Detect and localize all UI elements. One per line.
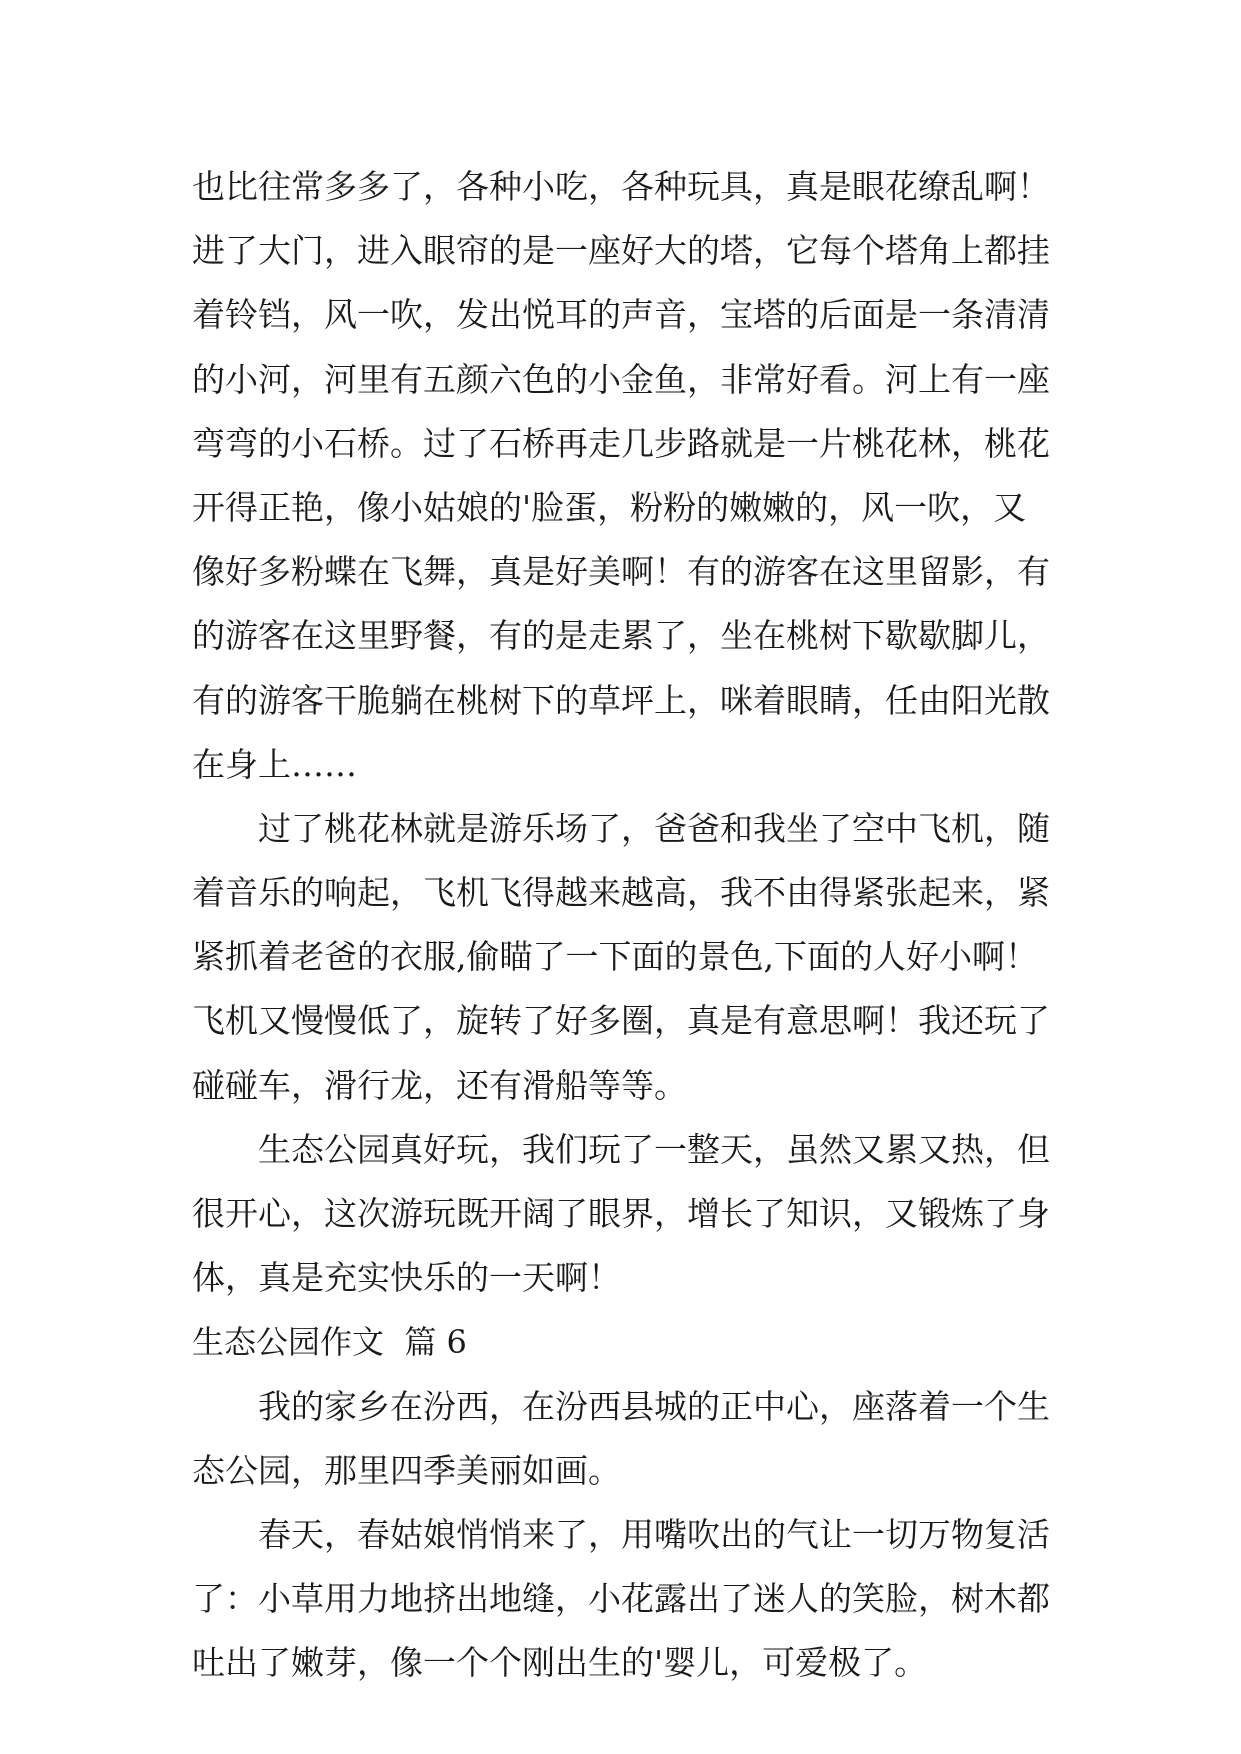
text-line: 吐出了嫩芽，像一个个刚出生的'婴儿，可爱极了。 [192,1643,928,1683]
document-page [192,155,1072,1696]
text-line: 弯弯的小石桥。过了石桥再走几步路就是一片桃花林，桃花 [192,423,1050,463]
text-line: 春天，春姑娘悄悄来了，用嘴吹出的气让一切万物复活 [258,1514,1050,1554]
text-line: 很开心，这次游玩既开阔了眼界，增长了知识，又锻炼了身 [192,1194,1050,1233]
text-line: 像好多粉蝶在飞舞，真是好美啊！有的游客在这里留影，有 [192,552,1050,592]
text-line: 着音乐的响起，飞机飞得越来越高，我不由得紧张起来，紧 [192,873,1050,913]
text-line: 生态公园真好玩，我们玩了一整天，虽然又累又热，但 [258,1129,1050,1169]
text-line: 在身上…… [192,744,357,784]
text-line: 的游客在这里野餐，有的是走累了，坐在桃树下歇歇脚儿， [192,616,1050,656]
text-line: 了：小草用力地挤出地缝，小花露出了迷人的笑脸，树木都 [192,1579,1050,1619]
text-line: 有的游客干脆躺在桃树下的草坪上，咪着眼睛，任由阳光散 [192,680,1050,720]
text-line: 过了桃花林就是游乐场了，爸爸和我坐了空中飞机，随 [258,808,1050,848]
text-line: 我的家乡在汾西，在汾西县城的正中心，座落着一个生 [258,1386,1050,1426]
text-line: 进了大门，进入眼帘的是一座好大的塔，它每个塔角上都挂 [192,231,1050,271]
section-heading: 生态公园作文 篇 6 [192,1323,467,1362]
text-line: 的小河，河里有五颜六色的小金鱼，非常好看。河上有一座 [192,359,1050,399]
text-line: 紧抓着老爸的衣服,偷瞄了一下面的景色,下面的人好小啊！ [192,937,1038,977]
text-line: 飞机又慢慢低了，旋转了好多圈，真是有意思啊！我还玩了 [192,1001,1050,1041]
text-line: 开得正艳，像小姑娘的'脸蛋，粉粉的嫩嫩的，风一吹，又 [192,487,1027,527]
text-line: 碰碰车，滑行龙，还有滑船等等。 [192,1065,687,1105]
text-line: 也比往常多多了，各种小吃，各种玩具，真是眼花缭乱啊！ [192,167,1050,206]
text-line: 态公园，那里四季美丽如画。 [192,1450,621,1490]
text-line: 着铃铛，风一吹，发出悦耳的声音，宝塔的后面是一条清清 [192,295,1050,335]
text-line: 体，真是充实快乐的一天啊！ [192,1258,621,1298]
